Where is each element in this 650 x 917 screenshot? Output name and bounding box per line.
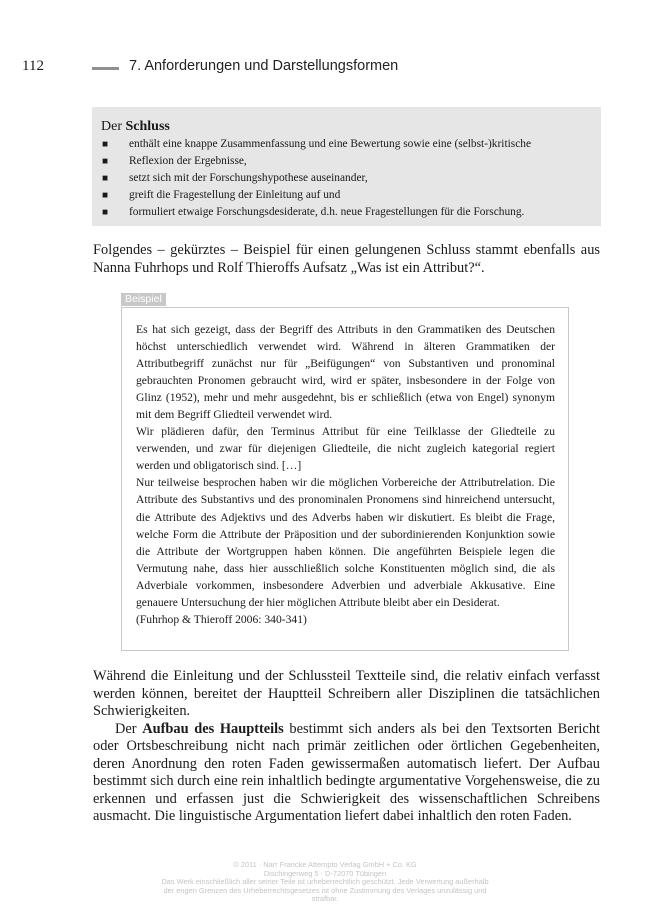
list-item: ■ setzt sich mit der Forschungshypothese auseinander, bbox=[101, 170, 592, 187]
bullet-icon: ■ bbox=[102, 173, 109, 184]
example-paragraph: Es hat sich gezeigt, dass der Begriff des Attributs in den Grammatiken des Deutschen höchst unterschiedlich verwendet wird. Während in älteren Grammatiken der Attributbegriff zunächst nur für „Beifügungen“ von Substantiven und pronominal gebrauchten Pronomen gebraucht wird, wird er später, insbesondere in der Folge von Glinz (1952), mehr und mehr ausgedehnt, bis er schließlich (etwa von Engel) synonym mit dem Begriff Gliedteil verwendet wird. bbox=[136, 323, 555, 422]
copyright-footer bbox=[0, 861, 650, 904]
page-number: 112 bbox=[22, 58, 44, 74]
bullet-icon: ■ bbox=[102, 139, 109, 150]
intro-paragraph: Folgendes – gekürztes – Beispiel für einen gelungenen Schluss stammt ebenfalls aus Nanna Fuhrhops und Rolf Thieroffs Aufsatz „Was ist ein Attribut?“. bbox=[93, 242, 600, 276]
closing-paragraph: Während die Einleitung und der Schlussteil Textteile sind, die relativ einfach verfasst werden können, bereitet der Hauptteil Schreibern aller Disziplinen die tatsächlichen Schwierigkeiten. Der Aufbau des Hauptteils bestimmt sich anders als bei den Textsorten Bericht oder Ortsbeschreibung nicht nach primär zeitlichen oder örtlichen Gegebenheiten, deren Anordnung den roten Faden gewissermaßen automatisch liefert. Der Aufbau bestimmt sich durch eine rein inhaltlich bedingte argumentative Vorgehensweise, die zu erkennen und erfassen just die Schwierigkeit des wissenschaftlichen Schreibens ausmacht. Die linguistische Argumentation liefert dabei inhaltlich den roten Faden. bbox=[93, 668, 601, 824]
example-paragraph: Wir plädieren dafür, den Terminus Attribut für eine Teilklasse der Gliedteile zu verwenden, und zwar für diejenigen Gliedteile, die nicht zugleich kategorial regiert werden und obligatorisch sind. […] bbox=[136, 425, 555, 473]
schluss-bullet-list bbox=[101, 136, 592, 221]
bullet-icon: ■ bbox=[102, 190, 109, 201]
footer-line: der engen Grenzen des Urheberrechtsgesetzes ist ohne Zustimmung des Verlages unzulässig und bbox=[163, 885, 487, 895]
example-label: Beispiel bbox=[121, 293, 166, 306]
list-item: ■ Reflexion der Ergebnisse, bbox=[101, 153, 592, 170]
example-quote-box bbox=[121, 307, 569, 651]
schluss-box-title: Der Schluss bbox=[101, 119, 170, 134]
example-citation: (Fuhrhop & Thieroff 2006: 340-341) bbox=[136, 612, 307, 626]
list-item: ■ formuliert etwaige Forschungsdesiderate, d.h. neue Fragestellungen für die Forschung. bbox=[101, 204, 592, 221]
bullet-icon: ■ bbox=[102, 156, 109, 167]
page-header bbox=[0, 58, 650, 78]
footer-line: Das Werk einschließlich aller seiner Teile ist urheberrechtlich geschützt. Jede Verwertung außerhalb bbox=[161, 877, 489, 886]
schluss-info-box bbox=[92, 107, 601, 226]
footer-line: Dischingerweg 5 · D-72070 Tübingen bbox=[263, 868, 387, 878]
example-paragraph: Nur teilweise besprochen haben wir die möglichen Vorbereiche der Attributrelation. Die Attribute des Substantivs und des pronominalen Pronomens sind hinreichend untersucht, die Attribute des Adjektivs und des Adverbs haben wir diskutiert. Es bleibt die Frage, welche Form die Attribute der Präposition und der subordinierenden Konjunktion sowie die Attribute der Wortgruppen haben können. Die angeführten Beispiele legen die Vermutung nahe, dass hier ausschließlich solche Konstituenten möglich sind, die als Adverbiale vorkommen, insbesondere Adverbien und adverbiale Akkusative. Eine genauere Untersuchung der hier möglichen Attribute bleibt aber ein Desiderat. bbox=[136, 476, 555, 609]
footer-line: strafbar. bbox=[311, 894, 339, 903]
bullet-icon: ■ bbox=[102, 207, 109, 218]
chapter-title: 7. Anforderungen und Darstellungsformen bbox=[129, 58, 399, 74]
list-item: ■ greift die Fragestellung der Einleitung auf und bbox=[101, 187, 592, 204]
list-item: ■ enthält eine knappe Zusammenfassung und eine Bewertung sowie eine (selbst-)kritische bbox=[101, 136, 592, 153]
footer-line: © 2011 · Narr Francke Attempto Verlag GmbH + Co. KG bbox=[233, 860, 417, 869]
header-rule bbox=[92, 67, 119, 70]
